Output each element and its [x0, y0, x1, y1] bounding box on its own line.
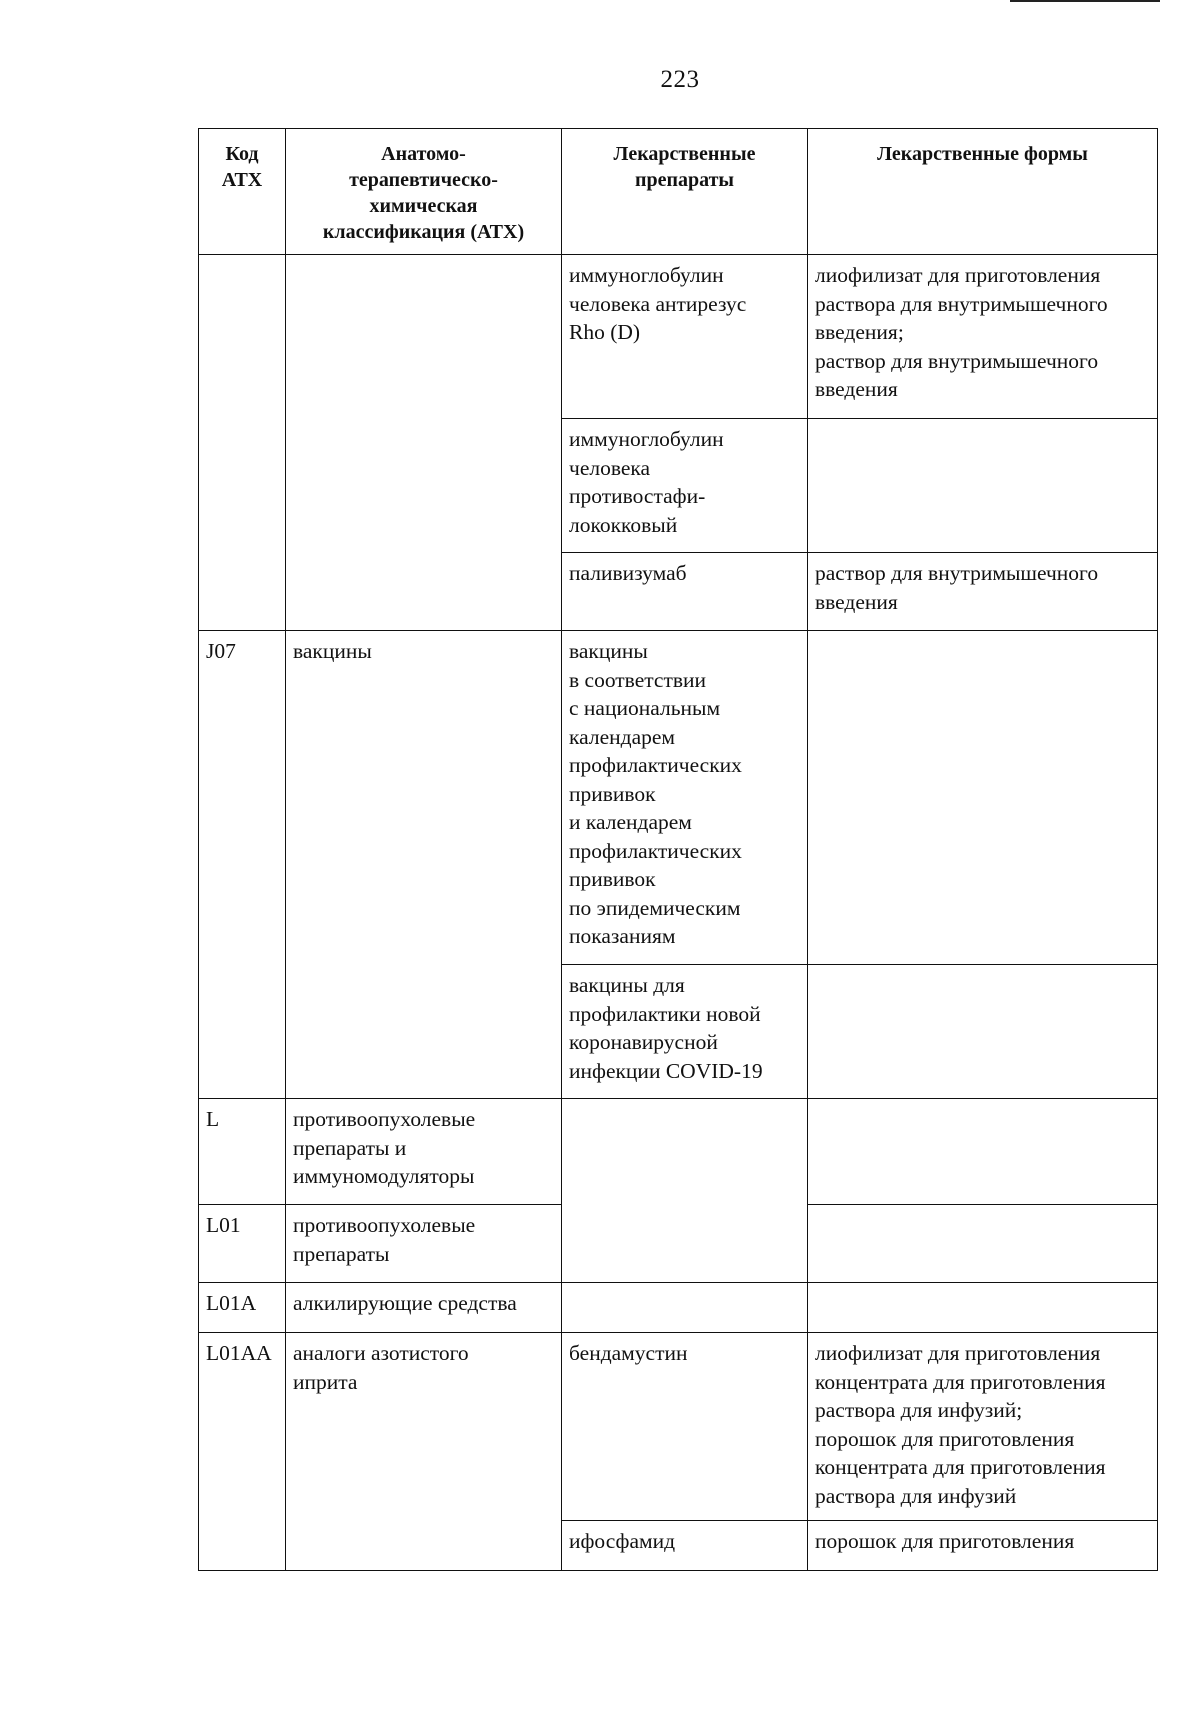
- page-number: 223: [660, 66, 700, 93]
- cell-code: J07: [199, 631, 286, 1099]
- cell-form: порошок для приготовления: [808, 1521, 1158, 1571]
- cell-code: L01AA: [199, 1333, 286, 1571]
- atx-drug-table: [198, 128, 1158, 1571]
- cell-drug: [562, 1283, 808, 1333]
- header-drugs: Лекарственные препараты: [562, 129, 808, 255]
- table-row: [199, 1099, 1158, 1205]
- cell-form: раствор для внутримышечного введения: [808, 553, 1158, 631]
- cell-code: L: [199, 1099, 286, 1205]
- scan-edge-mark: [1010, 0, 1160, 2]
- cell-form: лиофилизат для приготовления концентрата для приготовления раствора для инфузий; порошок для приготовления концентрата для приготовления раствора для инфузий: [808, 1333, 1158, 1521]
- cell-classification: алкилирующие средства: [286, 1283, 562, 1333]
- cell-drug: иммуноглобулин человека антирезус Rho (D): [562, 255, 808, 419]
- cell-form: [808, 419, 1158, 553]
- cell-classification: противоопухолевые препараты: [286, 1205, 562, 1283]
- cell-form: [808, 631, 1158, 965]
- cell-classification: противоопухолевые препараты и иммуномодуляторы: [286, 1099, 562, 1205]
- cell-form: [808, 965, 1158, 1099]
- cell-classification: [286, 255, 562, 631]
- cell-drug: вакцины в соответствии с национальным календарем профилактических прививок и календарем профилактических прививок по эпидемическим показаниям: [562, 631, 808, 965]
- header-classification: Анатомо- терапевтическо- химическая классификация (АТХ): [286, 129, 562, 255]
- table-row: [199, 1205, 1158, 1283]
- cell-form: [808, 1283, 1158, 1333]
- cell-code: [199, 255, 286, 631]
- cell-drug: бендамустин: [562, 1333, 808, 1521]
- cell-form: лиофилизат для приготовления раствора для внутримышечного введения; раствор для внутримышечного введения: [808, 255, 1158, 419]
- cell-classification: вакцины: [286, 631, 562, 1099]
- cell-drug: иммуноглобулин человека противостафи- лококковый: [562, 419, 808, 553]
- cell-form: [808, 1099, 1158, 1205]
- cell-classification: аналоги азотистого иприта: [286, 1333, 562, 1571]
- header-code: Код АТХ: [199, 129, 286, 255]
- table-row: [199, 1283, 1158, 1333]
- cell-drug: вакцины для профилактики новой коронавирусной инфекции COVID-19: [562, 965, 808, 1099]
- table-row: [199, 1333, 1158, 1521]
- cell-code: L01: [199, 1205, 286, 1283]
- cell-drug: [562, 1205, 808, 1283]
- header-forms: Лекарственные формы: [808, 129, 1158, 255]
- cell-drug: паливизумаб: [562, 553, 808, 631]
- table-row: [199, 255, 1158, 419]
- cell-drug: ифосфамид: [562, 1521, 808, 1571]
- cell-code: L01A: [199, 1283, 286, 1333]
- table-row: [199, 631, 1158, 965]
- table-header-row: [199, 129, 1158, 255]
- cell-drug: [562, 1099, 808, 1205]
- cell-form: [808, 1205, 1158, 1283]
